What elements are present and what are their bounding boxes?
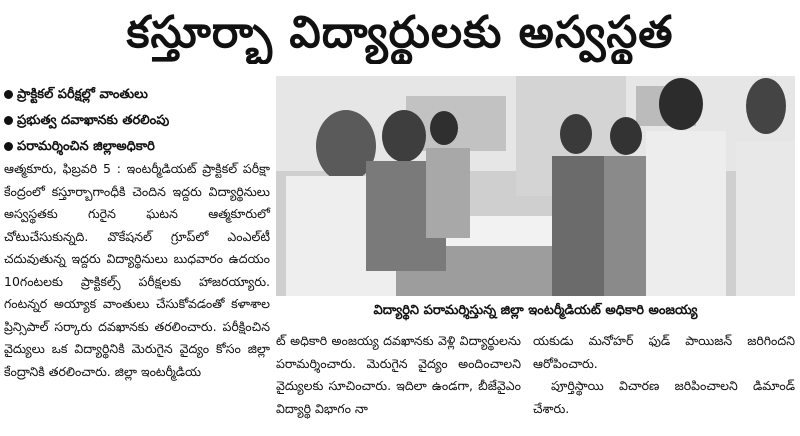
highlight-text: ప్రాక్టికల్ పరీక్షల్లో వాంతులు: [17, 87, 148, 102]
photo-caption: విద్యార్థిని పరామర్శిస్తున్న జిల్లా ఇంటర్మీడియట్ అధికారి అంజయ్య: [373, 303, 698, 318]
photo-illustration: [276, 76, 795, 296]
article-column-right: [533, 330, 795, 420]
article-column-left: [4, 158, 270, 383]
bullet-icon: [4, 116, 13, 125]
highlight-item: [4, 108, 272, 134]
article-paragraph: పూర్తిస్థాయి విచారణ జరిపించాలని డిమాండ్ చేశారు.: [533, 378, 795, 416]
article-paragraph: యకుడు మనోహర్ ఫుడ్ పాయిజన్ జరిగిందని ఆరోపించారు.: [533, 333, 795, 371]
article-paragraph: ట్ అధికారి అంజయ్య దవఖానకు వెళ్లి విద్యార్థులను పరామర్శించారు. మెరుగైన వైద్యం అందించాలని వైద్యులకు సూచించారు. ఇదిలా ఉండగా, బీజేవైఎం విద్యార్థి విభాగం నా: [276, 333, 521, 416]
highlight-text: ప్రభుత్వ దవాఖానకు తరలింపు: [17, 113, 170, 128]
article-column-middle: [276, 330, 521, 420]
bullet-icon: [4, 90, 13, 99]
headline: కస్తూర్బా విద్యార్థులకు అస్వస్థత: [126, 7, 674, 58]
bullet-icon: [4, 142, 13, 151]
highlights-list: [4, 82, 272, 160]
highlight-item: [4, 82, 272, 108]
highlight-item: [4, 134, 272, 160]
news-photo: [276, 76, 795, 296]
article-paragraph: ఆత్మకూరు, ఫిబ్రవరి 5 : ఇంటర్మీడియట్ ప్రాక్టికల్ పరీక్షా కేంద్రంలో కస్తూర్బాగాంధీకి చెందిన ఇద్దరు విద్యార్థినులు అస్వస్థతకు గురైన ఘటన ఆత్మకూరులో చోటుచేసుకున్నది. వొకేషనల్ గ్రూప్‌లో ఎంఎల్‌టీ చదువుతున్న ఇద్దరు విద్యార్థినులు బుధవారం ఉదయం 10గంటలకు ప్రాక్టికల్స్ పరీక్షలకు హాజరయ్యారు. గంటన్నర అయ్యాక వాంతులు చేసుకోవడంతో కళాశాల ప్రిన్సిపాల్ సర్కారు దవఖానకు తరలించారు. పరీక్షించిన వైద్యులు ఒక విద్యార్థినికి మెరుగైన వైద్యం కోసం జిల్లా కేంద్రానికి తరలించారు. జిల్లా ఇంటర్మీడియ: [4, 161, 270, 379]
highlight-text: పరామర్శించిన జిల్లాఅధికారి: [17, 139, 155, 154]
